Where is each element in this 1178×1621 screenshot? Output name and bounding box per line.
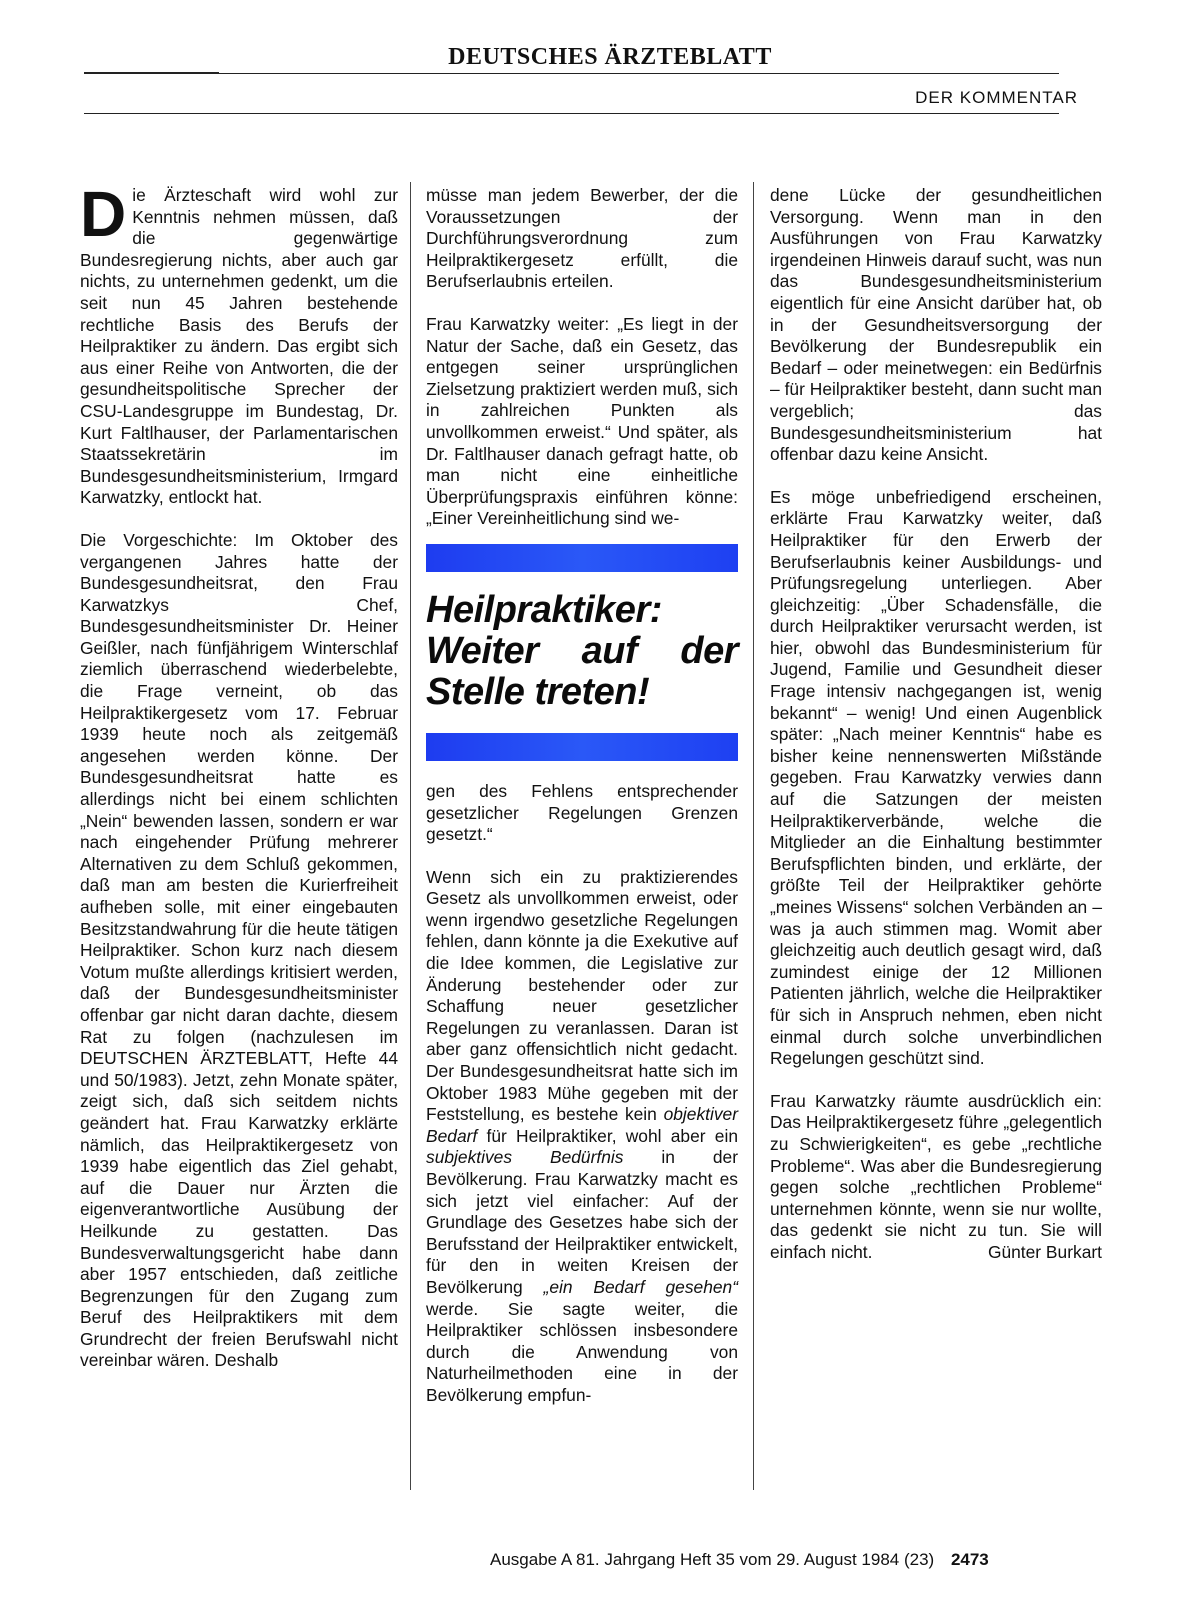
- text-run: in der Bevölkerung. Frau Karwatzky macht es sich jetzt viel einfacher: Auf der Grundlage des Gesetzes habe sich der Berufsstand der Heilpraktiker entwickelt, für den in weiten Kreisen der Bevölkerung: [426, 1147, 738, 1297]
- paragraph: müsse man jedem Bewerber, der die Voraussetzungen der Durchführungsverordnung zum Heilpraktikergesetz erfüllt, die Berufserlaubnis erteilen.: [426, 185, 738, 292]
- paragraph: Es möge unbefriedigend erscheinen, erklärte Frau Karwatzky weiter, daß Heilpraktiker für den Erwerb der Berufserlaubnis keiner Ausbildungs- und Prüfungsregelung unterliegen. Aber gleichzeitig: „Über Schadensfälle, die durch Heilpraktiker verursacht werden, ist hier, obwohl das Bundesministerium für Jugend, Familie und Gesundheit dieser Frage intensiv nachgegangen ist, wenig bekannt“ – wenig! Und einen Augenblick später: „Nach meiner Kenntnis“ habe es bisher keine nennenswerten Mißstände gegeben. Frau Karwatzky verwies dann auf die Satzungen der meisten Heilpraktikerverbände, welche die Mitglieder an die Einhaltung bestimmter Berufspflichten binden, und erklärte, der größte Teil der Heilpraktiker gehörte „meines Wissens“ solchen Verbänden an – was ja auch stimmen mag. Womit aber gleichzeitig auch deutlich gesagt wird, daß zumindest einige der 12 Millionen Patienten jährlich, welche die Heilpraktiker für sich in Anspruch nehmen, eben nicht einmal durch solche unverbindlichen Regelungen geschützt sind.: [770, 486, 1102, 1069]
- column-2: [426, 185, 738, 1428]
- section-rule: [84, 113, 1059, 114]
- column-divider: [753, 182, 754, 1490]
- paragraph: Die Vorgeschichte: Im Oktober des vergangenen Jahres hatte der Bundesgesundheitsrat, den Frau Karwatzkys Chef, Bundesgesundheitsminister Dr. Heiner Geißler, nach fünfjährigem Winterschlaf ziemlich überraschend wiederbelebte, die Frage verneint, ob das Heilpraktikergesetz vom 17. Februar 1939 heute noch als zeitgemäß angesehen werden könne. Der Bundesgesundheitsrat hatte es allerdings nicht bei einem schlichten „Nein“ bewenden lassen, sondern er war nach eingehender Prüfung mehrerer Alternativen zu dem Schluß gekommen, daß man am besten die Kurierfreiheit aufheben solle, mit einer eingebauten Besitzstandwahrung für die heute tätigen Heilpraktiker. Schon kurz nach diesem Votum mußte allerdings kritisiert werden, daß der Bundesgesundheitsminister offenbar gar nicht daran dachte, diesem Rat zu folgen (nachzulesen im DEUTSCHEN ÄRZTEBLATT, Hefte 44 und 50/1983). Jetzt, zehn Monate später, zeigt sich, daß sich seitdem nichts geändert hat. Frau Karwatzky erklärte nämlich, das Heilpraktikergesetz von 1939 habe eigentlich das Ziel gehabt, auf die Dauer nur Ärzten die eigenverantwortliche Ausübung der Heilkunde zu gestatten. Das Bundesverwaltungsgericht habe dann aber 1957 entschieden, daß zeitliche Begrenzungen für den Zugang zum Beruf des Heilpraktikers mit dem Grundrecht der freien Berufswahl nicht vereinbar wären. Deshalb: [80, 529, 398, 1371]
- paragraph: [770, 1091, 1102, 1264]
- author: Günter Burkart: [987, 1241, 1102, 1262]
- paragraph: [80, 178, 398, 509]
- text-run: für Heilpraktiker, wohl aber ein: [486, 1125, 738, 1146]
- footer: [490, 1550, 989, 1570]
- section-label: DER KOMMENTAR: [915, 88, 1078, 107]
- italic-text: „ein Bedarf gesehen“: [543, 1276, 738, 1297]
- paragraph: gen des Fehlens entsprechender gesetzlicher Regelungen Grenzen gesetzt.“: [426, 780, 738, 845]
- column-3: [770, 185, 1102, 1285]
- masthead: DEUTSCHES ÄRZTEBLATT: [448, 44, 772, 70]
- headline-bar-bottom: [426, 733, 738, 761]
- text-run: Wenn sich ein zu praktizierendes Gesetz als unvollkommen erweist, oder wenn irgendwo gesetzliche Regelungen fehlen, dann könnte ja die Exekutive auf die Idee kommen, die Legislative zur Änderung bestehender oder zur Schaffung neuer gesetzlicher Regelungen zu veranlassen. Daran ist aber ganz offensichtlich nicht gedacht. Der Bundesgesundheitsrat hatte sich im Oktober 1983 Mühe gegeben mit der Feststellung, es bestehe kein: [426, 866, 738, 1125]
- column-1: [80, 178, 398, 1393]
- headline-box: [426, 544, 738, 761]
- masthead-rule: [84, 73, 1059, 74]
- paragraph: [426, 867, 738, 1407]
- masthead-rule-left: [84, 72, 219, 74]
- paragraph-text: Frau Karwatzky räumte ausdrücklich ein: Das Heilpraktikergesetz führe „gelegentlich zu Schwierigkeiten“, es gebe „rechtliche Probleme“. Was aber die Bundesregierung gegen solche „rechtlichen Probleme“ unternehmen könnte, wenn sie nur wollte, das gedenkt sie nicht zu tun. Sie will einfach nicht.: [770, 1090, 1102, 1262]
- italic-text: objektiver Bedarf: [426, 1104, 738, 1146]
- page-number: 2473: [950, 1550, 989, 1569]
- italic-text: subjektives Bedürfnis: [426, 1147, 624, 1168]
- headline-bar-top: [426, 544, 738, 572]
- headline: Heilpraktiker: Weiter auf der Stelle treten!: [426, 588, 738, 713]
- paragraph: dene Lücke der gesundheitlichen Versorgung. Wenn man in den Ausführungen von Frau Karwatzky irgendeinen Hinweis darauf sucht, was nun das Bundesgesundheitsministerium eigentlich für eine Ansicht darüber hat, ob in der Gesundheitsversorgung der Bevölkerung der Bundesrepublik ein Bedarf – oder meinetwegen: ein Bedürfnis – für Heilpraktiker besteht, dann sucht man vergeblich; das Bundesgesundheitsministerium hat offenbar dazu keine Ansicht.: [770, 185, 1102, 465]
- drop-cap: D: [80, 178, 127, 250]
- text-run: werde. Sie sagte weiter, die Heilpraktiker schlössen insbesondere durch die Anwendung von Naturheilmethoden eine in der Bevölkerung empfun-: [426, 1298, 738, 1405]
- column-divider: [410, 182, 411, 1490]
- paragraph: Frau Karwatzky weiter: „Es liegt in der Natur der Sache, daß ein Gesetz, das entgegen seiner ursprünglichen Zielsetzung praktiziert werden muß, sich in zahlreichen Punkten als unvollkommen erweist.“ Und später, als Dr. Faltlhauser danach gefragt hatte, ob man nicht eine einheitliche Überprüfungspraxis einführen könne: „Einer Vereinheitlichung sind we-: [426, 313, 738, 529]
- paragraph-text: ie Ärzteschaft wird wohl zur Kenntnis nehmen müssen, daß die gegenwärtige Bundesregierung nichts, aber auch gar nichts, zu unternehmen gedenkt, um die seit nun 45 Jahren bestehende rechtliche Basis des Berufs der Heilpraktiker zu ändern. Das ergibt sich aus einer Reihe von Antworten, die der gesundheitspolitische Sprecher der CSU-Landesgruppe im Bundestag, Dr. Kurt Faltlhauser, der Parlamentarischen Staatssekretärin im Bundesgesundheitsministerium, Irmgard Karwatzky, entlockt hat.: [80, 185, 398, 508]
- issue-info: Ausgabe A 81. Jahrgang Heft 35 vom 29. August 1984 (23): [490, 1550, 935, 1569]
